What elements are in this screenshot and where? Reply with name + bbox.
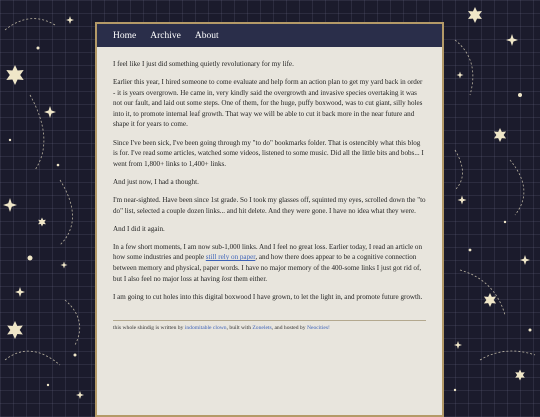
star-icon (454, 7, 530, 381)
top-nav (97, 24, 442, 47)
nav-about-link[interactable]: About (194, 30, 219, 41)
still-rely-on-paper-link[interactable]: still rely on paper (205, 253, 256, 262)
footer-text: this whole shindig is written by (113, 325, 185, 332)
footer-zonelets-link[interactable]: Zonelets (252, 325, 272, 332)
post-paragraph: And just now, I had a thought. (113, 177, 199, 186)
site-footer (97, 321, 442, 331)
page-container (95, 22, 444, 417)
footer-author-link[interactable]: indomitable clown (184, 325, 227, 332)
constellation-lines (5, 19, 80, 365)
post-paragraph: I feel like I just did something quietly revolutionary for my life. (113, 60, 294, 68)
post-text: In a few short moments, I am now sub-1,000 links. And I feel no great loss. Earlier today, I read an article on how some industries and people (113, 242, 423, 262)
constellation-lines (455, 40, 535, 360)
dot-icon (454, 93, 532, 391)
post-text: them either. (231, 274, 268, 283)
dot-icon (9, 47, 77, 387)
post-paragraph (113, 242, 426, 284)
post-content (97, 47, 442, 302)
post-emphasis: lost (221, 274, 232, 283)
post-paragraph: I'm near-sighted. Have been since 1st grade. So I took my glasses off, squinted my eyes, scrolled down the "to do" list, selected a couple dozen links... and hit delete. And they were gone. I have no idea what they were. (113, 195, 426, 215)
nav-home-link[interactable]: Home (113, 30, 137, 41)
footer-text: , built with (226, 325, 253, 332)
nav-archive-link[interactable]: Archive (150, 30, 181, 41)
post-text: , and how there does appear to be a cognitive connection between memory and physical, paper words. I have no major memory of the 400-some links I just got rid of, but I also feel no major loss at having (113, 253, 422, 283)
footer-text: , and hosted by (271, 325, 307, 332)
star-icon (3, 16, 84, 399)
post-paragraph: And I did it again. (113, 224, 165, 233)
post-paragraph: Earlier this year, I hired someone to come evaluate and help form an action plan to get my yard back in order - it is years overgrown. He came in, very kindly said the overgrowth and invasive species overtaking it was not our fault, and laid out some steps. One of them, for the huge, puffy boxwood, was to cut giant, silly holes into it, to promote internal leaf growth. That way we will be able to cut it back more in the near future and shape it for years to come. (113, 78, 423, 129)
post-paragraph: I am going to cut holes into this digital boxwood I have grown, to let the light in, and promote future growth. (113, 292, 423, 301)
post-paragraph: Since I've been sick, I've been going through my "to do" bookmarks folder. That is ostencibly what this blog is for. I've read some articles, watched some videos, listened to some music. Did all the little bits and bobs... I went from 1,800+ links to 1,400+ links. (113, 138, 424, 168)
footer-neocities-link[interactable]: Neocities! (306, 325, 330, 332)
